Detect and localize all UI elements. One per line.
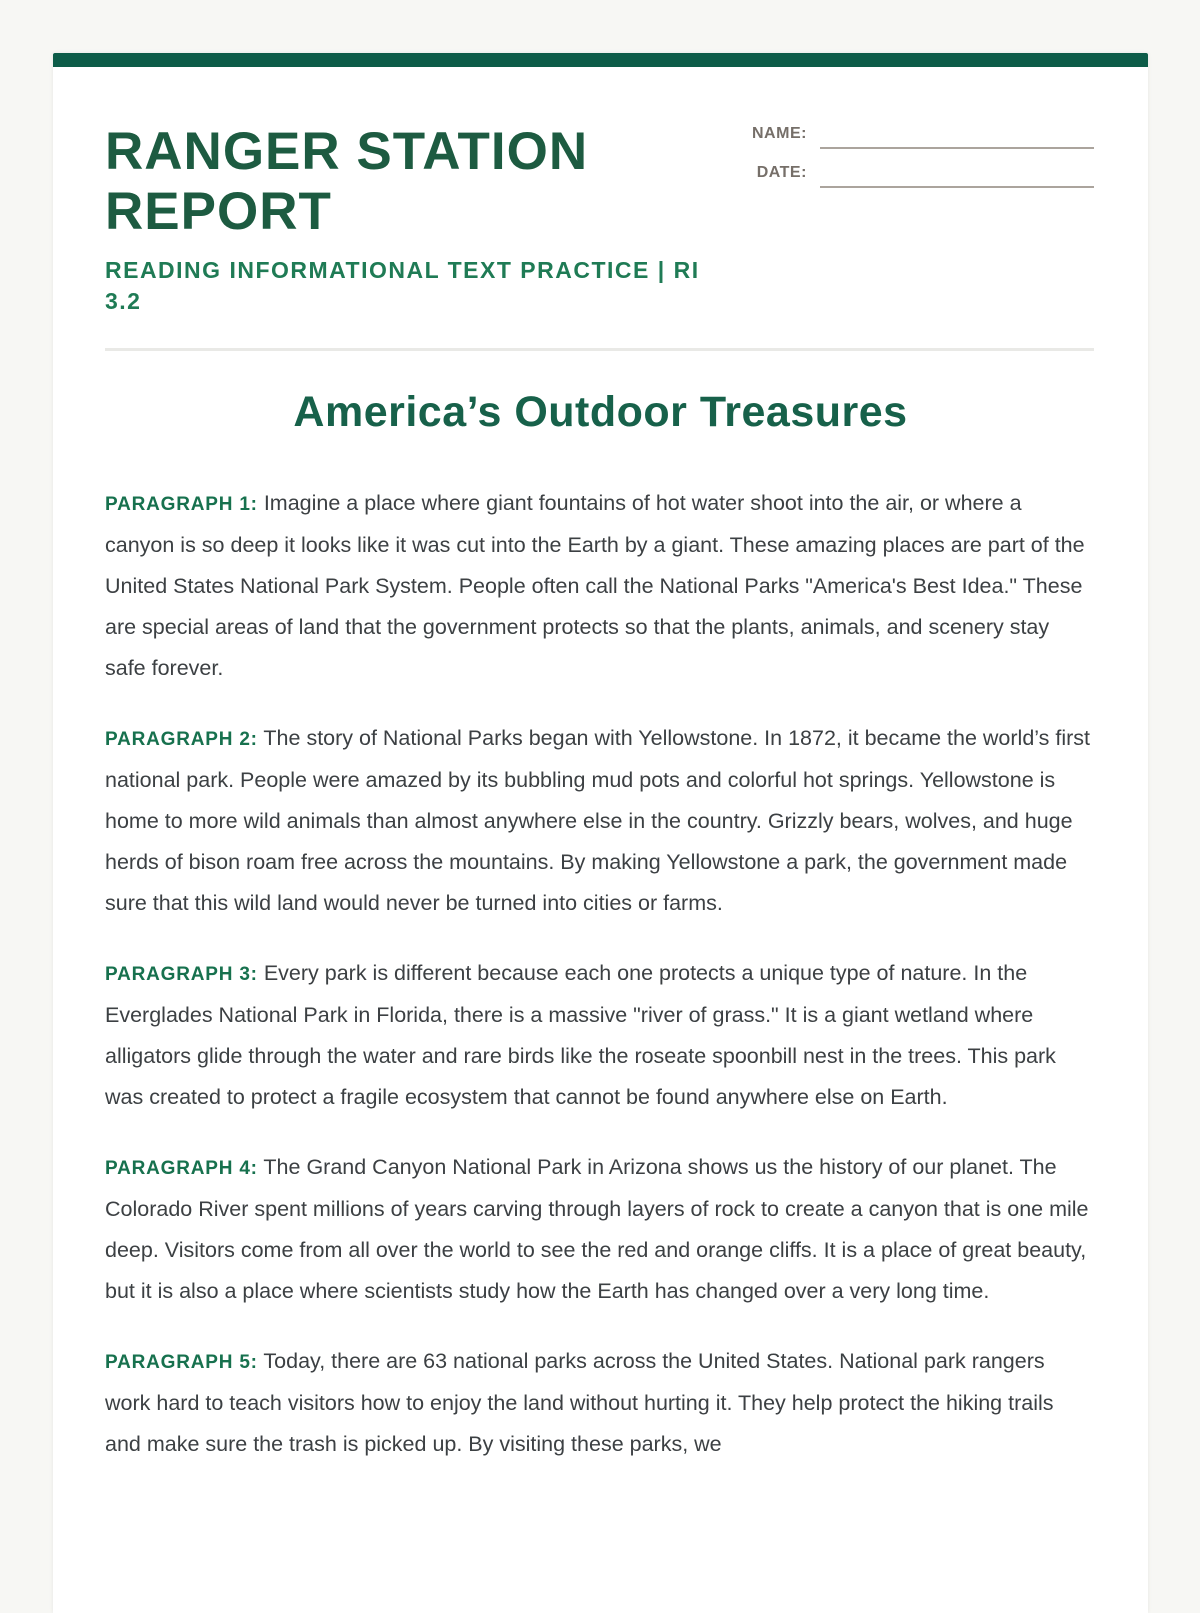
- article-body: [53, 483, 1148, 1465]
- paragraph-3-text: Every park is different because each one protects a unique type of nature. In the Everglades National Park in Florida, there is a massive "river of grass." It is a giant wetland where alligators glide through the water and rare birds like the roseate spoonbill nest in the trees. This park was created to protect a fragile ecosystem that cannot be found anywhere else on Earth.: [105, 961, 1056, 1109]
- paragraph-3-label: PARAGRAPH 3:: [105, 964, 258, 985]
- report-title-line-2: REPORT: [105, 182, 332, 241]
- name-date-block: [745, 122, 1094, 317]
- paragraph-5: [105, 1341, 1094, 1465]
- name-label: NAME:: [752, 125, 807, 142]
- paragraph-4-text: The Grand Canyon National Park in Arizona shows us the history of our planet. The Colorado River spent millions of years carving through layers of rock to create a canyon that is one mile deep. Visitors come from all over the world to see the red and orange cliffs. It is a place of great beauty, but it is also a place where scientists study how the Earth has changed over a very long time.: [105, 1155, 1089, 1303]
- name-input[interactable]: [820, 124, 1094, 149]
- top-accent-bar: [53, 53, 1148, 67]
- worksheet-page: [53, 53, 1148, 1613]
- paragraph-1: [105, 483, 1094, 689]
- paragraph-2-label: PARAGRAPH 2:: [105, 729, 258, 750]
- paragraph-1-text: Imagine a place where giant fountains of hot water shoot into the air, or where a canyon is so deep it looks like it was cut into the Earth by a giant. These amazing places are part of the United States National Park System. People often call the National Parks "America's Best Idea." These are special areas of land that the government protects so that the plants, animals, and scenery stay safe forever.: [105, 491, 1085, 680]
- paragraph-4-label: PARAGRAPH 4:: [105, 1158, 258, 1179]
- date-field-row: [745, 163, 1094, 188]
- report-title-line-1: RANGER STATION: [105, 122, 589, 181]
- date-input[interactable]: [820, 163, 1094, 188]
- worksheet-header: [53, 67, 1148, 317]
- paragraph-2: [105, 718, 1094, 924]
- paragraph-5-text: Today, there are 63 national parks across the United States. National park rangers work hard to teach visitors how to enjoy the land without hurting it. They help protect the hiking trails and make sure the trash is picked up. By visiting these parks, we: [105, 1349, 1054, 1456]
- header-divider: [105, 348, 1094, 351]
- report-subtitle: [105, 255, 745, 317]
- paragraph-1-label: PARAGRAPH 1:: [105, 494, 258, 515]
- report-title: [105, 122, 745, 242]
- paragraph-4: [105, 1147, 1094, 1312]
- report-subtitle-line-1: READING INFORMATIONAL TEXT PRACTICE | RI: [105, 257, 700, 283]
- date-label: DATE:: [756, 164, 807, 181]
- header-title-block: [105, 122, 745, 317]
- paragraph-3: [105, 953, 1094, 1118]
- paragraph-2-text: The story of National Parks began with Yellowstone. In 1872, it became the world’s first national park. People were amazed by its bubbling mud pots and colorful hot springs. Yellowstone is home to more wild animals than almost anywhere else in the country. Grizzly bears, wolves, and huge herds of bison roam free across the mountains. By making Yellowstone a park, the government made sure that this wild land would never be turned into cities or farms.: [105, 726, 1091, 915]
- paragraph-5-label: PARAGRAPH 5:: [105, 1352, 258, 1373]
- article-title: America’s Outdoor Treasures: [293, 388, 908, 436]
- name-field-row: [745, 124, 1094, 149]
- report-subtitle-line-2: 3.2: [105, 288, 142, 314]
